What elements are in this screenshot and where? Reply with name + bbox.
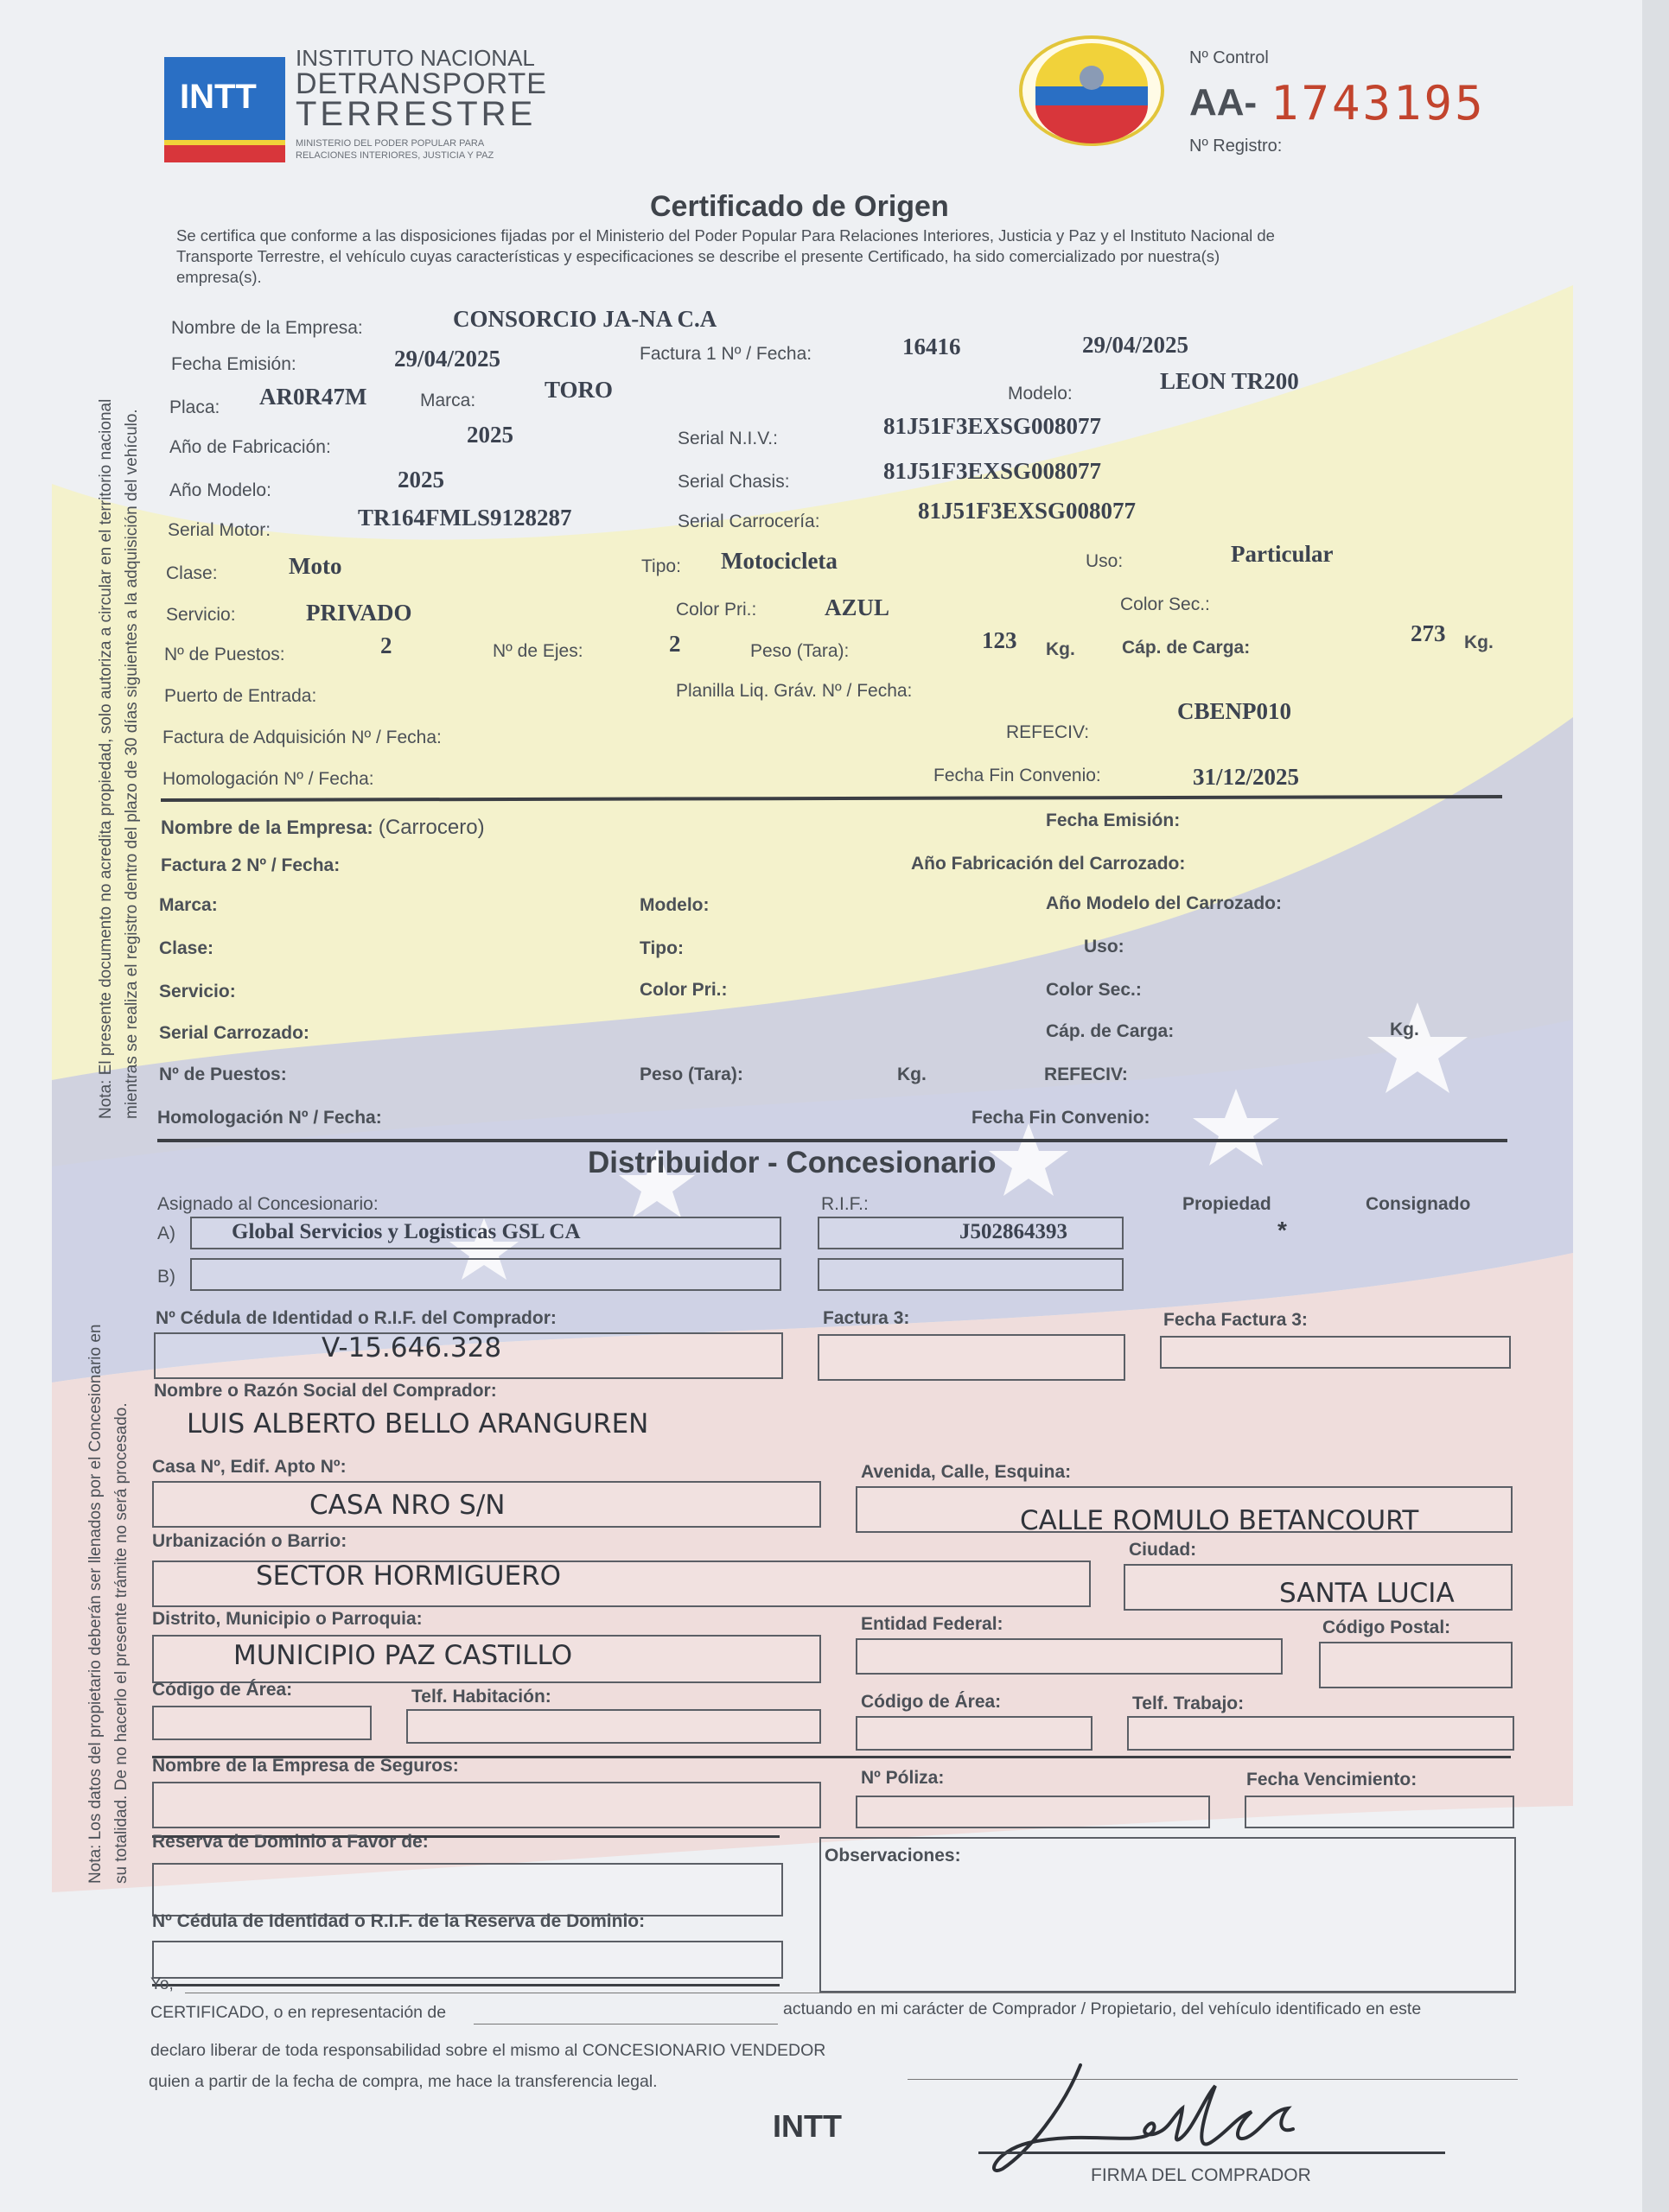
- area2-label: Código de Área:: [861, 1692, 1002, 1712]
- ejes-label: Nº de Ejes:: [493, 641, 583, 661]
- modelo-label: Modelo:: [1008, 384, 1073, 404]
- control-prefix: AA-: [1189, 81, 1258, 124]
- uso-label: Uso:: [1086, 551, 1124, 571]
- anio-fabricacion-value: 2025: [467, 422, 513, 448]
- reserva-label: Reserva de Dominio a Favor de:: [152, 1832, 429, 1852]
- telf-hab-field[interactable]: [406, 1709, 821, 1744]
- urbanizacion-label: Urbanización o Barrio:: [152, 1531, 347, 1551]
- entidad-label: Entidad Federal:: [861, 1614, 1003, 1634]
- distrito-value: MUNICIPIO PAZ CASTILLO: [233, 1640, 573, 1671]
- carrocero-empresa-label: Nombre de la Empresa: (Carrocero): [161, 816, 485, 839]
- empresa-value: CONSORCIO JA-NA C.A: [453, 306, 717, 332]
- factura1-date: 29/04/2025: [1082, 332, 1189, 358]
- anio-fabricacion-label: Año de Fabricación:: [169, 437, 331, 457]
- side-note-bottom: Nota: Los datos del propietario deberán ser llenados por el Concesionario en su totalidad. De no hacerlo el presente trámite no será procesado.: [86, 1324, 131, 1884]
- declaration-line3: declaro liberar de toda responsabilidad sobre el mismo al CONCESIONARIO VENDEDOR: [150, 2041, 826, 2060]
- peso-unit: Kg.: [1046, 639, 1075, 659]
- factura3-field[interactable]: [818, 1334, 1125, 1381]
- control-number: 1743195: [1271, 76, 1486, 130]
- color-sec-label: Color Sec.:: [1120, 594, 1210, 614]
- fecha-fin-label: Fecha Fin Convenio:: [933, 766, 1101, 785]
- fecha-emision-label: Fecha Emisión:: [171, 354, 296, 374]
- puestos-label: Nº de Puestos:: [164, 645, 285, 664]
- serial-chasis-label: Serial Chasis:: [678, 472, 790, 492]
- seguros-field[interactable]: [152, 1782, 821, 1828]
- refeciv-label: REFECIV:: [1006, 722, 1090, 742]
- carrocero-modelo-label: Modelo:: [640, 895, 710, 915]
- homologacion-label: Homologación Nº / Fecha:: [162, 769, 374, 789]
- clase-value: Moto: [289, 553, 342, 579]
- factura1-label: Factura 1 Nº / Fecha:: [640, 344, 812, 364]
- marca-label: Marca:: [420, 391, 476, 410]
- declaration-line2a: CERTIFICADO, o en representación de: [150, 2003, 447, 2022]
- section-divider-5: [152, 1984, 780, 1986]
- fecha-fin-value: 31/12/2025: [1193, 764, 1300, 790]
- declaration-line4: quien a partir de la fecha de compra, me hace la transferencia legal.: [149, 2072, 658, 2091]
- serial-motor-value: TR164FMLS9128287: [358, 505, 572, 531]
- avenida-value: CALLE ROMULO BETANCOURT: [1020, 1505, 1419, 1536]
- uso-value: Particular: [1231, 541, 1334, 567]
- casa-value: CASA NRO S/N: [309, 1490, 506, 1521]
- factura1-number: 16416: [902, 334, 961, 359]
- intro-line1: Se certifica que conforme a las disposiciones fijadas por el Ministerio del Poder Popular Para Relaciones Interiores, Justicia y Paz y el Instituto Nacional de: [176, 226, 1275, 245]
- carrocero-refeciv-label: REFECIV:: [1044, 1065, 1128, 1084]
- registro-label: Nº Registro:: [1189, 137, 1283, 156]
- national-seal-icon: [1018, 35, 1165, 147]
- declaration-line2b: actuando en mi carácter de Comprador / Propietario, del vehículo identificado en este: [783, 1999, 1422, 2018]
- peso-value: 123: [982, 627, 1017, 653]
- carrocero-carga-label: Cáp. de Carga:: [1046, 1021, 1175, 1041]
- telf-trab-field[interactable]: [1127, 1716, 1514, 1751]
- cedula-value: V-15.646.328: [322, 1332, 502, 1363]
- fecha-factura3-label: Fecha Factura 3:: [1163, 1310, 1308, 1330]
- propiedad-mark: *: [1277, 1217, 1287, 1243]
- color-pri-label: Color Pri.:: [676, 600, 757, 620]
- empresa-label: Nombre de la Empresa:: [171, 318, 363, 338]
- area2-field[interactable]: [856, 1716, 1092, 1751]
- placa-label: Placa:: [169, 397, 220, 417]
- rif-label: R.I.F.:: [821, 1194, 869, 1214]
- fecha-emision-value: 29/04/2025: [394, 346, 501, 372]
- intro-line2: Transporte Terrestre, el vehículo cuyas características y especificaciones se describe el presente Certificado, ha sido comercializado por nuestra(s): [176, 247, 1220, 265]
- row-b-label: B): [157, 1267, 175, 1287]
- fecha-factura3-field[interactable]: [1160, 1336, 1511, 1369]
- avenida-label: Avenida, Calle, Esquina:: [861, 1462, 1072, 1482]
- serial-carroceria-label: Serial Carrocería:: [678, 512, 820, 531]
- placa-value: AR0R47M: [259, 384, 367, 410]
- carrocero-clase-label: Clase:: [159, 938, 214, 958]
- section-divider-2: [157, 1139, 1507, 1142]
- carrocero-uso-label: Uso:: [1084, 937, 1124, 957]
- vencimiento-field[interactable]: [1245, 1796, 1514, 1828]
- concesionario-a-value: Global Servicios y Logisticas GSL CA: [232, 1220, 581, 1243]
- side-note-top: Nota: El presente documento no acredita propiedad, solo autoriza a circular en el territorio nacional mientras se realiza el registro dentro del plazo de 30 días siguientes a la adquisición del vehículo.: [97, 398, 141, 1119]
- seguros-label: Nombre de la Empresa de Seguros:: [152, 1756, 459, 1776]
- carrocero-color-sec-label: Color Sec.:: [1046, 980, 1142, 1000]
- ciudad-value: SANTA LUCIA: [1279, 1578, 1455, 1609]
- vencimiento-label: Fecha Vencimiento:: [1246, 1770, 1417, 1789]
- carrocero-fecha-fin-label: Fecha Fin Convenio:: [971, 1108, 1150, 1128]
- servicio-label: Servicio:: [166, 605, 236, 625]
- telf-trab-label: Telf. Trabajo:: [1132, 1694, 1245, 1713]
- serial-niv-value: 81J51F3EXSG008077: [883, 413, 1102, 439]
- org-line3: TERRESTRE: [296, 95, 537, 133]
- org-line1: INSTITUTO NACIONAL: [296, 45, 535, 71]
- carga-unit: Kg.: [1464, 632, 1494, 652]
- marca-value: TORO: [545, 377, 614, 403]
- postal-field[interactable]: [1319, 1642, 1513, 1688]
- carrocero-anio-fab-label: Año Fabricación del Carrozado:: [911, 854, 1186, 874]
- anio-modelo-label: Año Modelo:: [169, 480, 271, 500]
- ministry-line1: MINISTERIO DEL PODER POPULAR PARA: [296, 138, 485, 149]
- factura3-label: Factura 3:: [823, 1308, 910, 1328]
- poliza-field[interactable]: [856, 1796, 1210, 1828]
- carrocero-tipo-label: Tipo:: [640, 938, 684, 958]
- tipo-value: Motocicleta: [721, 548, 838, 574]
- reserva-cedula-label: Nº Cédula de Identidad o R.I.F. de la Reserva de Dominio:: [152, 1911, 646, 1931]
- distrito-label: Distrito, Municipio o Parroquia:: [152, 1609, 423, 1629]
- cedula-label: Nº Cédula de Identidad o R.I.F. del Comprador:: [156, 1308, 557, 1328]
- carrocero-anio-modelo-label: Año Modelo del Carrozado:: [1046, 893, 1282, 913]
- tipo-label: Tipo:: [641, 556, 681, 576]
- carrocero-puestos-label: Nº de Puestos:: [159, 1065, 287, 1084]
- serial-motor-label: Serial Motor:: [168, 520, 271, 540]
- puerto-label: Puerto de Entrada:: [164, 686, 317, 706]
- carrocero-servicio-label: Servicio:: [159, 982, 236, 1001]
- control-label: Nº Control: [1189, 48, 1269, 67]
- reserva-cedula-field[interactable]: [152, 1941, 783, 1979]
- ejes-value: 2: [669, 631, 681, 657]
- asignado-label: Asignado al Concesionario:: [157, 1194, 379, 1214]
- carrocero-color-pri-label: Color Pri.:: [640, 980, 728, 1000]
- carrocero-factura2-label: Factura 2 Nº / Fecha:: [161, 855, 341, 875]
- serial-carroceria-value: 81J51F3EXSG008077: [918, 498, 1137, 524]
- modelo-value: LEON TR200: [1160, 368, 1299, 394]
- dealer-title: Distribuidor - Concesionario: [588, 1146, 997, 1179]
- ministry-line2: RELACIONES INTERIORES, JUSTICIA Y PAZ: [296, 150, 494, 161]
- intro-line3: empresa(s).: [176, 268, 262, 286]
- urbanizacion-value: SECTOR HORMIGUERO: [256, 1560, 562, 1592]
- telf-hab-label: Telf. Habitación:: [411, 1687, 551, 1707]
- nombre-value: LUIS ALBERTO BELLO ARANGUREN: [187, 1408, 649, 1440]
- nombre-label: Nombre o Razón Social del Comprador:: [154, 1381, 497, 1401]
- carga-value: 273: [1411, 620, 1446, 646]
- anio-modelo-value: 2025: [398, 467, 444, 493]
- carrocero-serial-label: Serial Carrozado:: [159, 1023, 309, 1043]
- intt-stamp: INTT: [773, 2108, 842, 2144]
- casa-label: Casa Nº, Edif. Apto Nº:: [152, 1457, 347, 1477]
- ciudad-label: Ciudad:: [1129, 1540, 1197, 1560]
- declaration-line1: Yo,: [150, 1975, 174, 1993]
- serial-niv-label: Serial N.I.V.:: [678, 429, 778, 448]
- postal-label: Código Postal:: [1322, 1618, 1451, 1637]
- propiedad-label: Propiedad: [1182, 1194, 1271, 1214]
- factura-adq-label: Factura de Adquisición Nº / Fecha:: [162, 728, 442, 747]
- planilla-label: Planilla Liq. Gráv. Nº / Fecha:: [676, 681, 913, 701]
- logo-mark-text: INTT: [180, 78, 257, 116]
- row-a-label: A): [157, 1224, 175, 1243]
- area1-label: Código de Área:: [152, 1680, 293, 1700]
- carrocero-marca-label: Marca:: [159, 895, 218, 915]
- observaciones-label: Observaciones:: [825, 1846, 961, 1866]
- area1-field[interactable]: [152, 1706, 372, 1740]
- carrocero-homologacion-label: Homologación Nº / Fecha:: [157, 1108, 382, 1128]
- consignado-label: Consignado: [1366, 1194, 1471, 1214]
- peso-label: Peso (Tara):: [750, 641, 850, 661]
- page-title: Certificado de Origen: [650, 190, 949, 223]
- signature-label: FIRMA DEL COMPRADOR: [1091, 2165, 1311, 2185]
- puestos-value: 2: [380, 632, 392, 658]
- rif-a-value: J502864393: [959, 1220, 1067, 1243]
- signature-line: [978, 2152, 1445, 2154]
- carga-label: Cáp. de Carga:: [1122, 638, 1251, 658]
- carrocero-peso-label: Peso (Tara):: [640, 1065, 743, 1084]
- carrocero-peso-unit: Kg.: [897, 1065, 927, 1084]
- serial-chasis-value: 81J51F3EXSG008077: [883, 458, 1102, 484]
- carrocero-carga-unit: Kg.: [1390, 1020, 1419, 1039]
- clase-label: Clase:: [166, 563, 218, 583]
- rif-b-field[interactable]: [818, 1258, 1124, 1291]
- servicio-value: PRIVADO: [306, 600, 412, 626]
- org-line2: DETRANSPORTE: [296, 67, 547, 100]
- intt-logo: [164, 57, 285, 162]
- color-pri-value: AZUL: [825, 594, 890, 620]
- carrocero-fecha-emision-label: Fecha Emisión:: [1046, 810, 1181, 830]
- concesionario-b-field[interactable]: [190, 1258, 781, 1291]
- poliza-label: Nº Póliza:: [861, 1768, 945, 1788]
- entidad-field[interactable]: [856, 1638, 1283, 1675]
- refeciv-value: CBENP010: [1177, 698, 1292, 724]
- page-edge: [1642, 0, 1669, 2212]
- reserva-field[interactable]: [152, 1863, 783, 1916]
